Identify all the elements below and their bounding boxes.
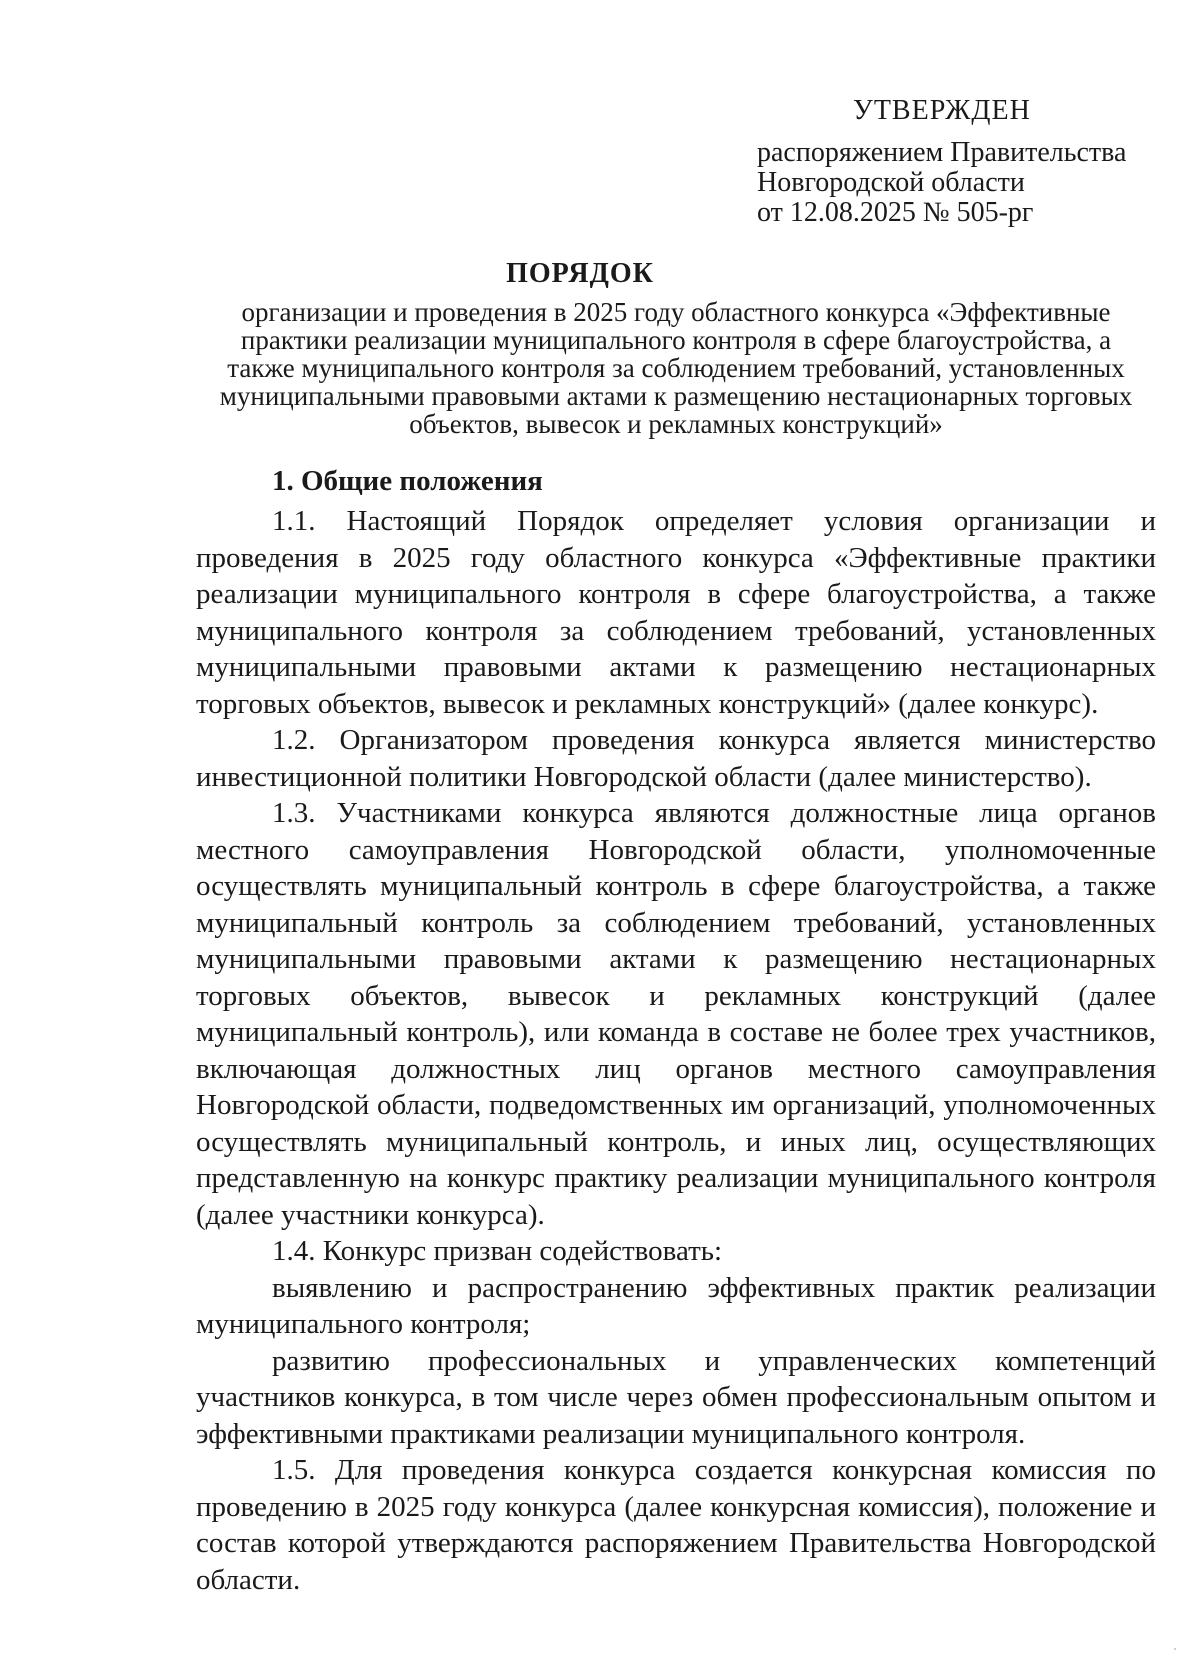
paragraph-1-3: 1.3. Участниками конкурса являются должностные лица органов местного самоуправления Новгородской области, уполномоченные осуществлять муниципальный контроль в сфере благоустройства, а также муниципальный контроль за соблюдением требований, установленных муниципальными правовыми актами к размещению нестационарных торговых объектов, вывесок и рекламных конструкций (далее муниципальный контроль), или команда в составе не более трех участников, включающая должностных лиц органов местного самоуправления Новгородской области, подведомственных им организаций, уполномоченных осуществлять муниципальный контроль, и иных лиц, осуществляющих представленную на конкурс практику реализации муниципального контроля (далее участники конкурса). — [196, 797, 1156, 1231]
approval-line-1: распоряжением Правительства — [757, 137, 1127, 168]
section-body — [196, 503, 1156, 1598]
approval-line-2: Новгородской области — [757, 167, 1025, 198]
approval-title: УТВЕРЖДЕН — [853, 95, 1031, 126]
paragraph-1-1: 1.1. Настоящий Порядок определяет условия организации и проведения в 2025 году областного конкурса «Эффективные практики реализации муниципального контроля в сфере благоустройства, а также муниципального контроля за соблюдением требований, установленных муниципальными правовыми актами к размещению нестационарных торговых объектов, вывесок и рекламных конструкций» (далее конкурс). — [196, 505, 1156, 720]
paragraph-1-2: 1.2. Организатором проведения конкурса является министерство инвестиционной политики Новгородской области (далее министерство). — [196, 724, 1156, 793]
paragraph-1-4-item-2: развитию профессиональных и управленческих компетенций участников конкурса, в том числе через обмен профессиональным опытом и эффективными практиками реализации муниципального контроля. — [196, 1344, 1156, 1450]
paragraph-1-5: 1.5. Для проведения конкурса создается конкурсная комиссия по проведению в 2025 году конкурса (далее конкурсная комиссия), положение и состав которой утверждаются распоряжением Правительства Новгородской области. — [196, 1454, 1156, 1596]
subtitle-line: также муниципального контроля за соблюдением требований, установленных — [227, 353, 1125, 383]
paragraph-1-4-item-1: выявлению и распространению эффективных практик реализации муниципального контроля; — [196, 1271, 1156, 1340]
subtitle-line: муниципальными правовыми актами к размещению нестационарных торговых — [219, 381, 1133, 411]
approval-stamp — [757, 96, 1157, 228]
scan-dot — [1174, 1648, 1176, 1650]
subtitle-line: практики реализации муниципального контроля в сфере благоустройства, а — [240, 325, 1112, 355]
document-title: ПОРЯДОК — [506, 258, 654, 289]
approval-line-3: от 12.08.2025 № 505-рг — [757, 197, 1034, 228]
section-heading: 1. Общие положения — [272, 465, 543, 497]
subtitle-line: объектов, вывесок и рекламных конструкций» — [409, 409, 943, 439]
paragraph-1-4: 1.4. Конкурс призван содействовать: — [272, 1235, 723, 1267]
subtitle-line: организации и проведения в 2025 году областного конкурса «Эффективные — [241, 297, 1111, 327]
document-subtitle — [196, 298, 1156, 438]
